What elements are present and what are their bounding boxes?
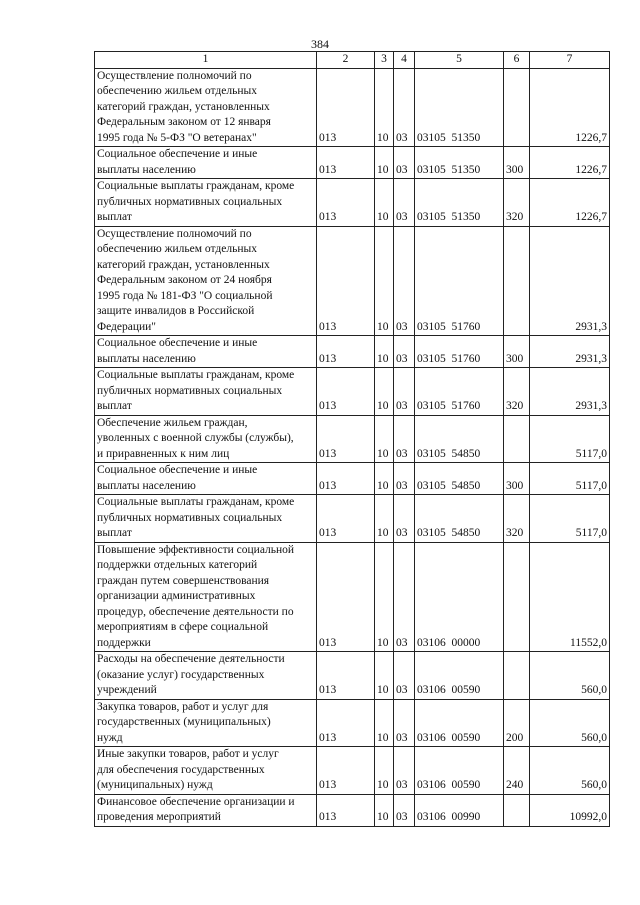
ministry-code: 013 — [317, 652, 375, 700]
amount: 11552,0 — [530, 542, 610, 652]
budget-table — [94, 51, 610, 827]
subsection-code: 03 — [394, 68, 415, 147]
amount: 10992,0 — [530, 794, 610, 826]
target-article-code: 03105 54850 — [415, 463, 504, 495]
subsection-code: 03 — [394, 652, 415, 700]
item-description: Повышение эффективности социальной поддержки отдельных категорий граждан путем совершенствования организации административных процедур, обеспечение деятельности по мероприятиям в сфере социальной поддержки — [95, 542, 317, 652]
expense-type-code: 320 — [504, 179, 530, 227]
table-row — [95, 368, 610, 416]
section-code: 10 — [375, 463, 394, 495]
amount: 560,0 — [530, 699, 610, 747]
expense-type-code — [504, 652, 530, 700]
ministry-code: 013 — [317, 68, 375, 147]
target-article-code: 03105 51350 — [415, 68, 504, 147]
column-header: 2 — [317, 52, 375, 69]
section-code: 10 — [375, 415, 394, 463]
expense-type-code: 300 — [504, 463, 530, 495]
column-header: 5 — [415, 52, 504, 69]
amount: 1226,7 — [530, 147, 610, 179]
table-row — [95, 542, 610, 652]
table-row — [95, 699, 610, 747]
section-code: 10 — [375, 699, 394, 747]
item-description: Иные закупки товаров, работ и услуг для обеспечения государственных (муниципальных) нужд — [95, 747, 317, 795]
section-code: 10 — [375, 147, 394, 179]
expense-type-code — [504, 68, 530, 147]
subsection-code: 03 — [394, 368, 415, 416]
table-row — [95, 652, 610, 700]
item-description: Закупка товаров, работ и услуг для государственных (муниципальных) нужд — [95, 699, 317, 747]
item-description: Осуществление полномочий по обеспечению жильем отдельных категорий граждан, установленных Федеральным законом от 12 января 1995 года № 5-ФЗ "О ветеранах" — [95, 68, 317, 147]
expense-type-code: 300 — [504, 147, 530, 179]
item-description: Социальные выплаты гражданам, кроме публичных нормативных социальных выплат — [95, 495, 317, 543]
subsection-code: 03 — [394, 226, 415, 336]
target-article-code: 03105 51760 — [415, 368, 504, 416]
ministry-code: 013 — [317, 147, 375, 179]
amount: 560,0 — [530, 652, 610, 700]
section-code: 10 — [375, 495, 394, 543]
target-article-code: 03106 00990 — [415, 794, 504, 826]
item-description: Социальное обеспечение и иные выплаты населению — [95, 463, 317, 495]
target-article-code: 03105 51760 — [415, 226, 504, 336]
section-code: 10 — [375, 652, 394, 700]
expense-type-code — [504, 542, 530, 652]
table-row — [95, 794, 610, 826]
ministry-code: 013 — [317, 495, 375, 543]
target-article-code: 03106 00590 — [415, 747, 504, 795]
item-description: Социальное обеспечение и иные выплаты населению — [95, 336, 317, 368]
section-code: 10 — [375, 226, 394, 336]
amount: 1226,7 — [530, 68, 610, 147]
table-row — [95, 147, 610, 179]
section-code: 10 — [375, 68, 394, 147]
table-row — [95, 179, 610, 227]
subsection-code: 03 — [394, 147, 415, 179]
expense-type-code — [504, 794, 530, 826]
amount: 5117,0 — [530, 495, 610, 543]
section-code: 10 — [375, 794, 394, 826]
item-description: Социальные выплаты гражданам, кроме публичных нормативных социальных выплат — [95, 368, 317, 416]
amount: 2931,3 — [530, 368, 610, 416]
amount: 1226,7 — [530, 179, 610, 227]
ministry-code: 013 — [317, 463, 375, 495]
column-header: 4 — [394, 52, 415, 69]
subsection-code: 03 — [394, 747, 415, 795]
item-description: Осуществление полномочий по обеспечению жильем отдельных категорий граждан, установленных Федеральным законом от 24 ноября 1995 года № 181-ФЗ "О социальной защите инвалидов в Российской Федерации" — [95, 226, 317, 336]
ministry-code: 013 — [317, 179, 375, 227]
table-row — [95, 415, 610, 463]
target-article-code: 03106 00590 — [415, 699, 504, 747]
item-description: Социальные выплаты гражданам, кроме публичных нормативных социальных выплат — [95, 179, 317, 227]
ministry-code: 013 — [317, 336, 375, 368]
subsection-code: 03 — [394, 542, 415, 652]
table-row — [95, 68, 610, 147]
subsection-code: 03 — [394, 794, 415, 826]
target-article-code: 03105 51760 — [415, 336, 504, 368]
table-row — [95, 226, 610, 336]
page-number: 384 — [311, 37, 329, 51]
ministry-code: 013 — [317, 226, 375, 336]
ministry-code: 013 — [317, 699, 375, 747]
target-article-code: 03106 00590 — [415, 652, 504, 700]
subsection-code: 03 — [394, 699, 415, 747]
section-code: 10 — [375, 368, 394, 416]
section-code: 10 — [375, 542, 394, 652]
item-description: Финансовое обеспечение организации и проведения мероприятий — [95, 794, 317, 826]
expense-type-code: 320 — [504, 368, 530, 416]
section-code: 10 — [375, 179, 394, 227]
ministry-code: 013 — [317, 415, 375, 463]
table-row — [95, 463, 610, 495]
subsection-code: 03 — [394, 463, 415, 495]
column-header: 3 — [375, 52, 394, 69]
table-row — [95, 495, 610, 543]
item-description: Обеспечение жильем граждан, уволенных с военной службы (службы), и приравненных к ним лиц — [95, 415, 317, 463]
subsection-code: 03 — [394, 179, 415, 227]
subsection-code: 03 — [394, 336, 415, 368]
ministry-code: 013 — [317, 542, 375, 652]
expense-type-code: 240 — [504, 747, 530, 795]
expense-type-code: 200 — [504, 699, 530, 747]
target-article-code: 03105 51350 — [415, 179, 504, 227]
amount: 560,0 — [530, 747, 610, 795]
amount: 2931,3 — [530, 336, 610, 368]
subsection-code: 03 — [394, 495, 415, 543]
expense-type-code: 320 — [504, 495, 530, 543]
table-row — [95, 747, 610, 795]
table-header-row — [95, 52, 610, 69]
target-article-code: 03105 54850 — [415, 415, 504, 463]
target-article-code: 03105 51350 — [415, 147, 504, 179]
item-description: Социальное обеспечение и иные выплаты населению — [95, 147, 317, 179]
column-header: 1 — [95, 52, 317, 69]
table-body — [95, 68, 610, 826]
column-header: 7 — [530, 52, 610, 69]
column-header: 6 — [504, 52, 530, 69]
subsection-code: 03 — [394, 415, 415, 463]
expense-type-code — [504, 415, 530, 463]
ministry-code: 013 — [317, 794, 375, 826]
table-row — [95, 336, 610, 368]
amount: 5117,0 — [530, 415, 610, 463]
expense-type-code: 300 — [504, 336, 530, 368]
target-article-code: 03105 54850 — [415, 495, 504, 543]
amount: 2931,3 — [530, 226, 610, 336]
item-description: Расходы на обеспечение деятельности (оказание услуг) государственных учреждений — [95, 652, 317, 700]
amount: 5117,0 — [530, 463, 610, 495]
ministry-code: 013 — [317, 368, 375, 416]
section-code: 10 — [375, 747, 394, 795]
ministry-code: 013 — [317, 747, 375, 795]
expense-type-code — [504, 226, 530, 336]
target-article-code: 03106 00000 — [415, 542, 504, 652]
section-code: 10 — [375, 336, 394, 368]
